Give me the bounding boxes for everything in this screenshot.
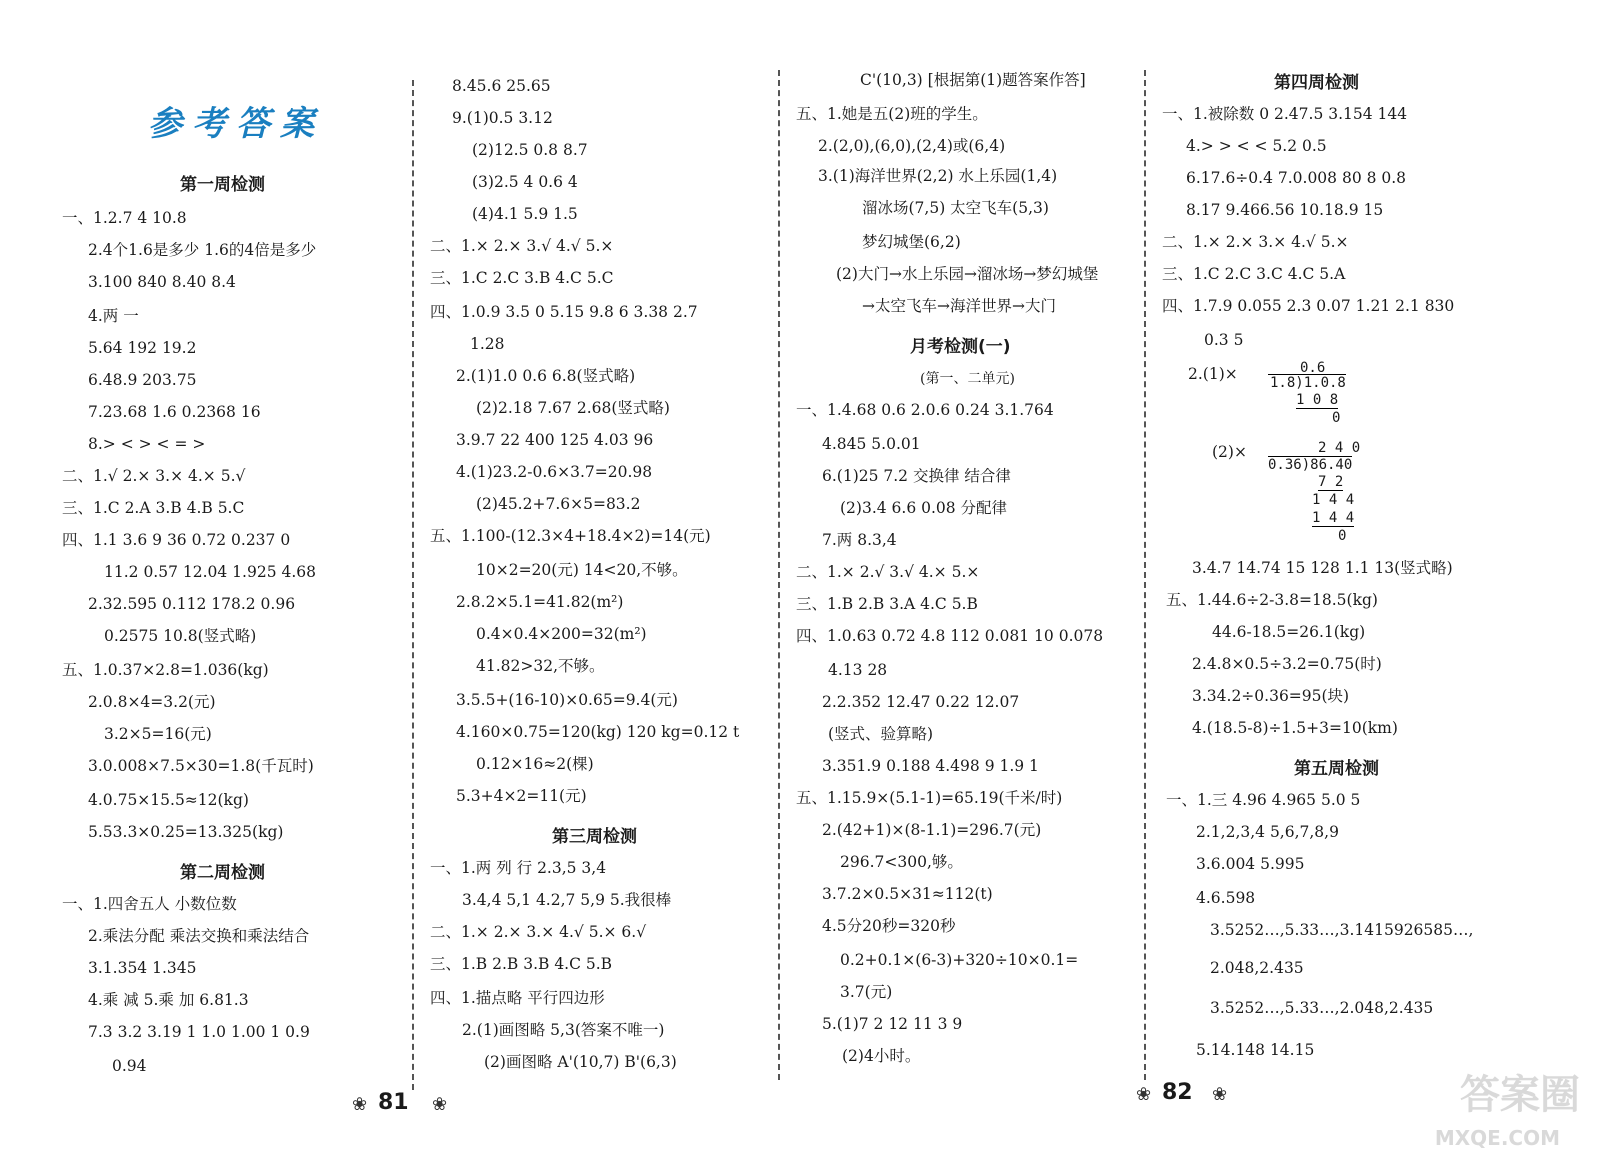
division-quotient: 2 4 0 [1318,440,1361,456]
answer-line: 2.(1)1.0 0.6 6.8(竖式略) [456,367,636,385]
answer-line: 3.5.5+(16-10)×0.65=9.4(元) [456,691,678,709]
answer-line: 5.3+4×2=11(元) [456,787,587,805]
answer-line: 2.8.2×5.1=41.82(m²) [456,593,624,611]
watermark-url: MXQE.COM [1434,1126,1560,1150]
answer-line: 4.6.598 [1196,889,1256,907]
answer-line: →太空飞车→海洋世界→大门 [862,297,1056,315]
answer-line: 四、1.1 3.6 9 36 0.72 0.237 0 [62,531,291,549]
answer-line: C'(10,3) [根据第(1)题答案作答] [860,71,1086,89]
answer-line: 2.4.8×0.5÷3.2=0.75(时) [1192,655,1382,673]
division-remainder: 0 [1332,410,1341,426]
answer-line: 0.94 [112,1057,147,1075]
answer-line: 二、1.× 2.× 3.√ 4.√ 5.× [430,237,614,255]
answer-line: 3.5252…,5.33…,3.1415926585…, [1210,921,1474,939]
answer-line: (竖式、验算略) [828,725,934,743]
answer-line: 五、1.15.9×(5.1-1)=65.19(千米/时) [796,789,1063,807]
answer-line: 四、1.0.63 0.72 4.8 112 0.081 10 0.078 [796,627,1104,645]
answer-line: 4.两 一 [88,307,139,325]
answer-line: 3.(1)海洋世界(2,2) 水上乐园(1,4) [818,167,1058,185]
answer-line: 2.2.352 12.47 0.22 12.07 [822,693,1020,711]
answer-line: 四、1.0.9 3.5 0 5.15 9.8 6 3.38 2.7 [430,303,698,321]
answer-line: 五、1.100-(12.3×4+18.4×2)=14(元) [430,527,711,545]
answer-line: 一、1.两 列 行 2.3,5 3,4 [430,859,607,877]
column-divider [1144,70,1146,1080]
answer-line: 3.34.2÷0.36=95(块) [1192,687,1350,705]
answer-line: 3.4,4 5,1 4.2,7 5,9 5.我很棒 [462,891,672,909]
answer-line: 4.(1)23.2-0.6×3.7=20.98 [456,463,653,481]
answer-line: 2.4个1.6是多少 1.6的4倍是多少 [88,241,317,259]
page-number: 82 [1162,1080,1193,1105]
answer-line: 8.17 9.466.56 10.18.9 15 [1186,201,1384,219]
answer-line: (2)× [1212,443,1247,461]
answer-line: 二、1.× 2.× 3.× 4.√ 5.× [1162,233,1349,251]
answer-line: 4.(18.5-8)÷1.5+3=10(km) [1192,719,1398,737]
ornament-icon: ❀ [432,1094,448,1115]
answer-line: 3.0.008×7.5×30=1.8(千瓦时) [88,757,314,775]
answer-line: 6.(1)25 7.2 交换律 结合律 [822,467,1011,485]
answer-line: 四、1.7.9 0.055 2.3 0.07 1.21 2.1 830 [1162,297,1455,315]
division-step: 1 4 4 [1312,510,1355,526]
division-expression: 0.36)86.40 [1268,457,1353,473]
answer-line: (3)2.5 4 0.6 4 [472,173,578,191]
answer-line: 一、1.四舍五人 小数位数 [62,895,237,913]
answer-line: 4.0.75×15.5≈12(kg) [88,791,249,809]
answer-line: 2.(1)画图略 5,3(答案不唯一) [462,1021,665,1039]
answer-line: 0.2+0.1×(6-3)+320÷10×0.1= [840,951,1079,969]
answer-line: 三、1.B 2.B 3.B 4.C 5.B [430,955,613,973]
answer-line: 五、1.她是五(2)班的学生。 [796,105,988,123]
answer-line: 四、1.描点略 平行四边形 [430,989,605,1007]
answer-line: (2)12.5 0.8 8.7 [472,141,588,159]
answer-line: 一、1.三 4.96 4.965 5.0 5 [1166,791,1361,809]
ornament-icon: ❀ [1212,1084,1228,1105]
answer-line: 0.2575 10.8(竖式略) [104,627,257,645]
answer-line: 2.(2,0),(6,0),(2,4)或(6,4) [818,137,1006,155]
division-step: 1 0 8 [1296,392,1339,408]
section-heading: 第四周检测 [1274,73,1359,93]
answer-line: 0.3 5 [1204,331,1244,349]
ornament-icon: ❀ [352,1094,368,1115]
answer-line: 10×2=20(元) 14<20,不够。 [476,561,688,579]
answer-line: 3.100 840 8.40 8.4 [88,273,236,291]
answer-line: 五、1.44.6÷2-3.8=18.5(kg) [1166,591,1378,609]
column-divider [778,70,780,1080]
answer-line: 3.4.7 14.74 15 128 1.1 13(竖式略) [1192,559,1453,577]
division-step: 1 4 4 [1312,492,1355,508]
answer-line: (2)45.2+7.6×5=83.2 [476,495,641,513]
answer-line: 3.1.354 1.345 [88,959,197,977]
answer-line: 溜冰场(7,5) 太空飞车(5,3) [862,199,1049,217]
answer-line: 3.6.004 5.995 [1196,855,1305,873]
answer-line: 41.82>32,不够。 [476,657,605,675]
answer-line: 一、1.被除数 0 2.47.5 3.154 144 [1162,105,1408,123]
answer-line: 梦幻城堡(6,2) [862,233,961,251]
answer-line: 4.> > < < 5.2 0.5 [1186,137,1327,155]
answer-line: 三、1.C 2.C 3.B 4.C 5.C [430,269,614,287]
answer-line: 9.(1)0.5 3.12 [452,109,553,127]
answer-line: 4.845 5.0.01 [822,435,921,453]
section-heading: 第三周检测 [552,827,637,847]
section-heading: 第五周检测 [1294,759,1379,779]
answer-line: 4.13 28 [828,661,888,679]
answer-line: (2)画图略 A'(10,7) B'(6,3) [484,1053,677,1071]
answer-line: (第一、二单元) [920,371,1015,387]
answer-line: 3.7.2×0.5×31≈112(t) [822,885,993,903]
answer-line: 0.12×16≈2(棵) [476,755,594,773]
division-expression: 1.8)1.0.8 [1270,375,1346,391]
answer-line: 5.64 192 19.2 [88,339,197,357]
answer-line: 2.32.595 0.112 178.2 0.96 [88,595,296,613]
answer-line: 7.3 3.2 3.19 1 1.0 1.00 1 0.9 [88,1023,310,1041]
division-step: 7 2 [1318,474,1344,490]
answer-line: 6.48.9 203.75 [88,371,197,389]
answer-line: 2.048,2.435 [1210,959,1304,977]
answer-line: (2)2.18 7.67 2.68(竖式略) [476,399,670,417]
division-quotient: 0.6 [1300,360,1326,376]
page-number: 81 [378,1090,409,1115]
answer-line: 5.53.3×0.25=13.325(kg) [88,823,284,841]
answer-line: 2.(1)× [1188,365,1238,383]
answer-line: 一、1.4.68 0.6 2.0.6 0.24 3.1.764 [796,401,1054,419]
column-divider [412,80,414,1090]
answer-line: 4.乘 减 5.乘 加 6.81.3 [88,991,249,1009]
answer-line: 7.23.68 1.6 0.2368 16 [88,403,261,421]
answer-line: 三、1.C 2.A 3.B 4.B 5.C [62,499,245,517]
answer-line: 8.45.6 25.65 [452,77,551,95]
division-remainder: 0 [1338,528,1347,544]
answer-line: 一、1.2.7 4 10.8 [62,209,187,227]
answer-line: (2)4小时。 [842,1047,921,1065]
answer-line: 2.乘法分配 乘法交换和乘法结合 [88,927,310,945]
section-heading: 月考检测(一) [910,337,1011,357]
answer-line: 0.4×0.4×200=32(m²) [476,625,647,643]
answer-line: 296.7<300,够。 [840,853,963,871]
answer-line: 4.160×0.75=120(kg) 120 kg=0.12 t [456,723,740,741]
answer-line: 二、1.√ 2.× 3.× 4.× 5.√ [62,467,246,485]
answer-line: 二、1.× 2.√ 3.√ 4.× 5.× [796,563,980,581]
section-heading: 第一周检测 [180,175,265,195]
section-heading: 第二周检测 [180,863,265,883]
answer-line: 5.(1)7 2 12 11 3 9 [822,1015,963,1033]
answer-line: 3.2×5=16(元) [104,725,212,743]
answer-line: 3.5252…,5.33…,2.048,2.435 [1210,999,1434,1017]
answer-line: 11.2 0.57 12.04 1.925 4.68 [104,563,316,581]
answer-line: 5.14.148 14.15 [1196,1041,1315,1059]
page-title: 参考答案 [148,104,324,144]
answer-line: 五、1.0.37×2.8=1.036(kg) [62,661,269,679]
answer-line: 1.28 [470,335,505,353]
watermark-logo: 答案圈 [1460,1072,1580,1118]
answer-line: 3.7(元) [840,983,893,1001]
answer-line: 8.> < > < = > [88,435,206,453]
answer-line: 2.(42+1)×(8-1.1)=296.7(元) [822,821,1042,839]
answer-line: 二、1.× 2.× 3.× 4.√ 5.× 6.√ [430,923,647,941]
answer-line: 3.9.7 22 400 125 4.03 96 [456,431,654,449]
answer-line: 44.6-18.5=26.1(kg) [1212,623,1366,641]
answer-line: 三、1.B 2.B 3.A 4.C 5.B [796,595,978,613]
answer-line: 2.0.8×4=3.2(元) [88,693,216,711]
answer-line: 7.两 8.3,4 [822,531,897,549]
answer-line: 2.1,2,3,4 5,6,7,8,9 [1196,823,1339,841]
answer-line: 3.351.9 0.188 4.498 9 1.9 1 [822,757,1039,775]
answer-line: (2)3.4 6.6 0.08 分配律 [840,499,1008,517]
answer-line: 4.5分20秒=320秒 [822,917,956,935]
answer-line: (2)大门→水上乐园→溜冰场→梦幻城堡 [836,265,1099,283]
answer-line: (4)4.1 5.9 1.5 [472,205,578,223]
answer-line: 6.17.6÷0.4 7.0.008 80 8 0.8 [1186,169,1407,187]
answer-line: 三、1.C 2.C 3.C 4.C 5.A [1162,265,1346,283]
ornament-icon: ❀ [1136,1084,1152,1105]
